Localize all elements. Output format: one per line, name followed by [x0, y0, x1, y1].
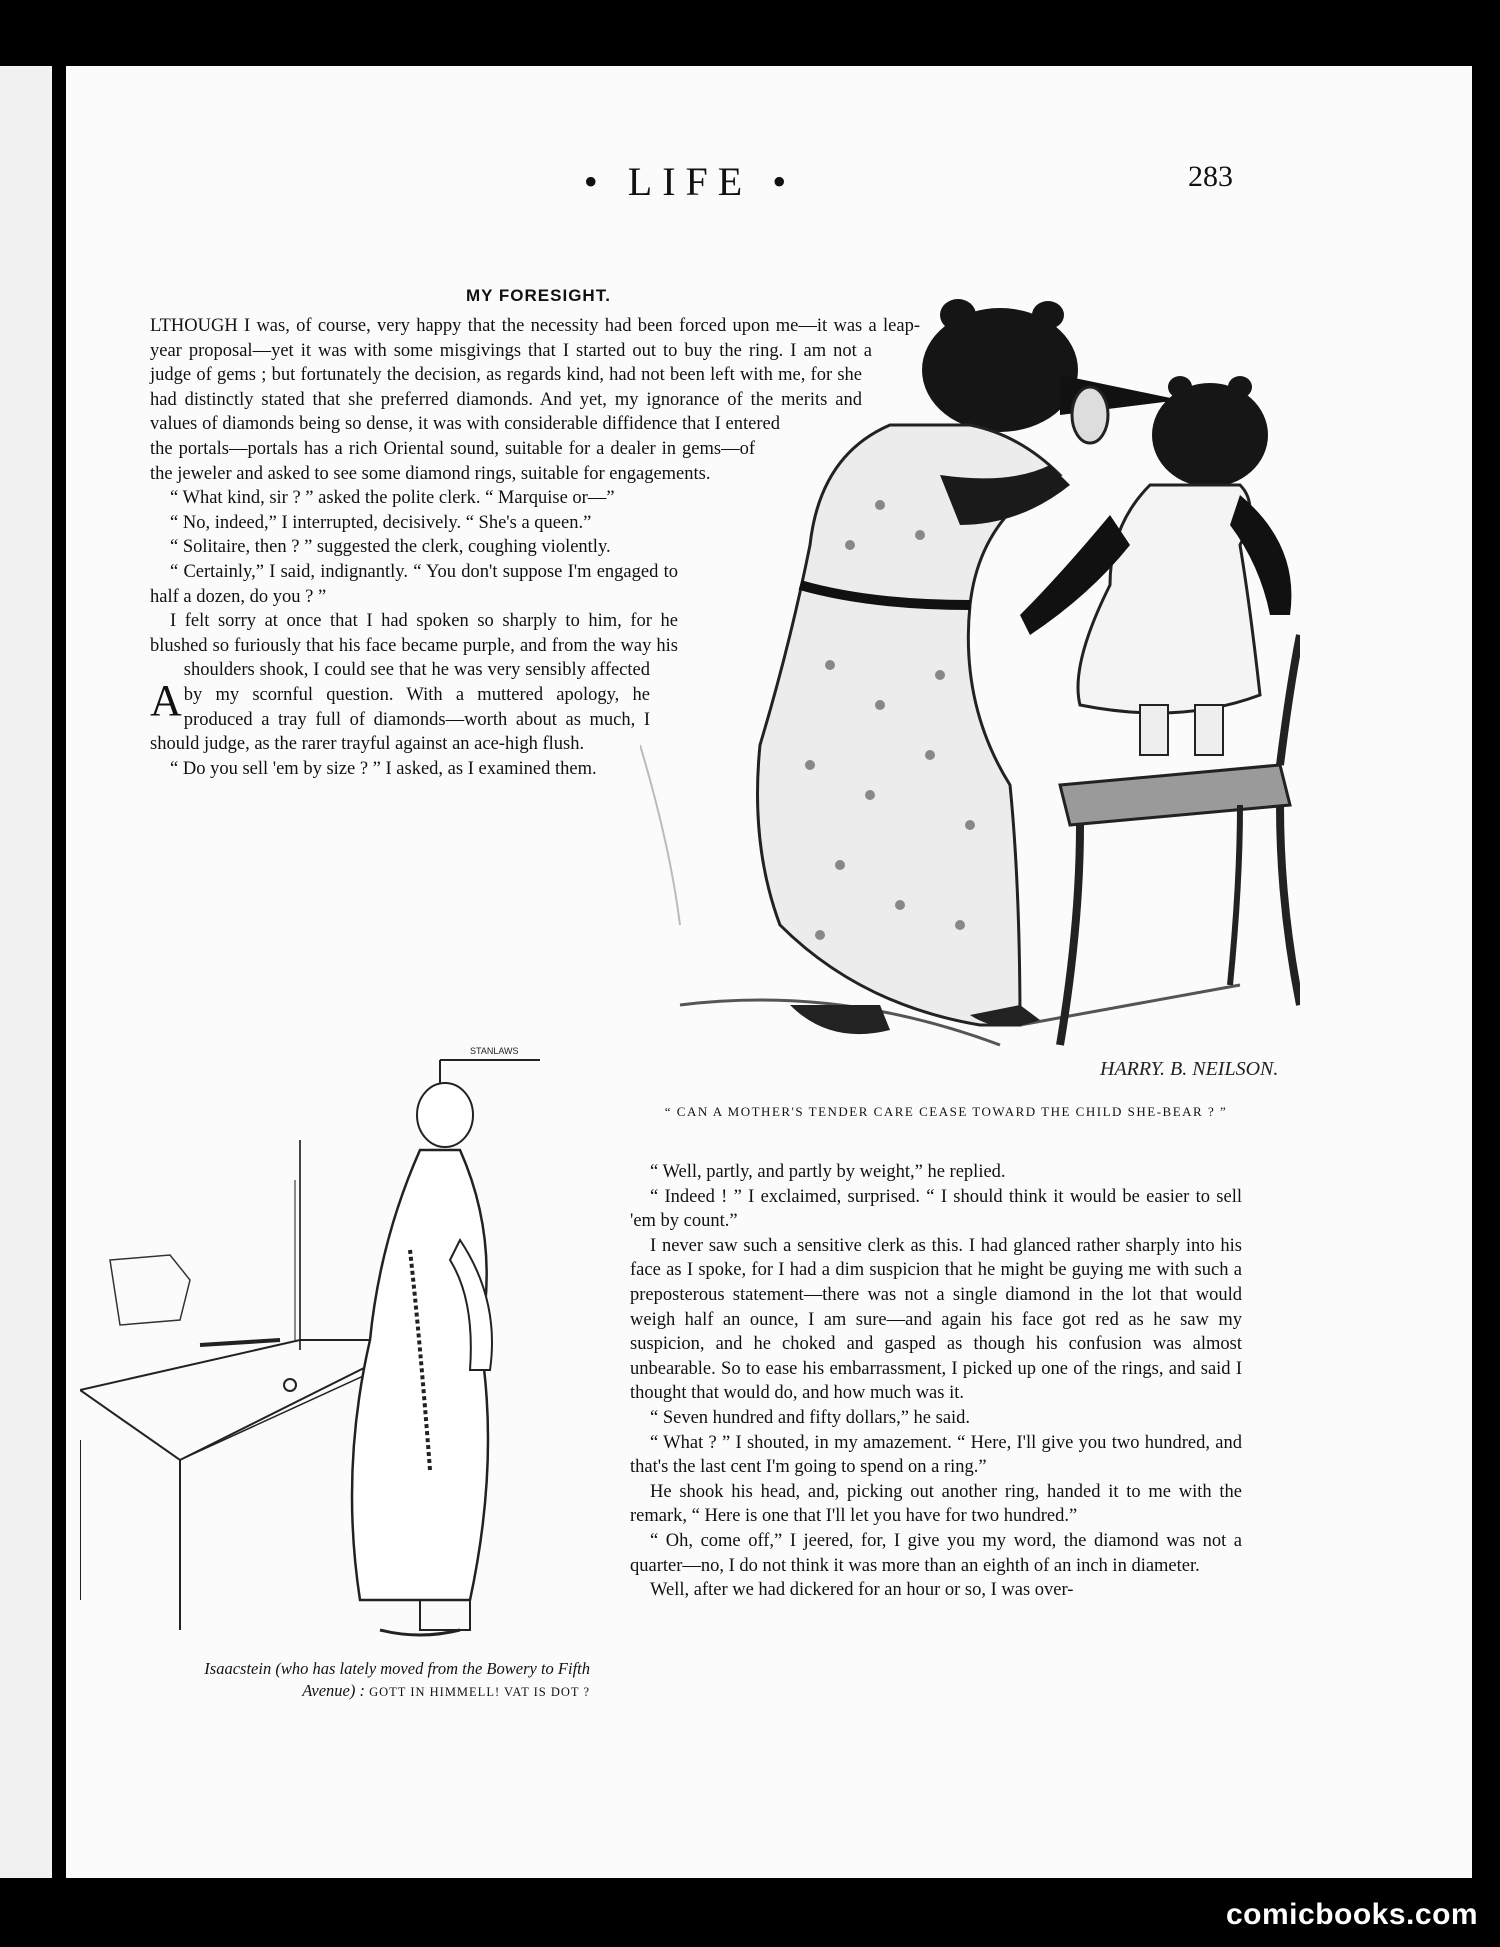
article-body-bottom: [630, 1160, 1242, 1603]
paragraph: Well, after we had dickered for an hour or so, I was over-: [650, 1580, 1074, 1601]
paragraph: “ Solitaire, then ? ” suggested the clerk, coughing violently.: [170, 537, 611, 558]
paragraph: I never saw such a sensitive clerk as this. I had glanced rather sharply into his face as I spoke, for I had a dim suspicion that he might be guying me with such a preposterous statement—there was not a single diamond in the lot that would weigh half an ounce, I am sure—and again his face got red as he saw my suspicion, and he choked and gasped as though his confusion was almost unbearable. So to ease his embarrassment, I picked up one of the rings, and said I thought that would do, and how much was it.: [630, 1235, 1242, 1404]
bear-illustration: [640, 285, 1300, 1085]
page-number: 283: [1188, 160, 1233, 193]
paragraph: “ Certainly,” I said, indignantly. “ You don't suppose I'm engaged to half a dozen, do you ? ”: [150, 561, 678, 607]
bathtub-illustration-caption: [150, 1658, 590, 1703]
paragraph: “ What ? ” I shouted, in my amazement. “ Here, I'll give you two hundred, and that's the last cent I'm going to spend on a ring.”: [630, 1432, 1242, 1478]
paragraph: A LTHOUGH I was, of course, very happy that the necessity had been forced upon me—it was a leap-year proposal—yet it was with some misgivings that I started out to buy the ring. I am not a judge of gems ; but fortunately the decision, as regards kind, had not been left with me, for she had distinctly stated that she preferred diamonds. And yet, my ignorance of the merits and values of diamonds being so dense, it was with considerable diffidence that I entered the portals—portals has a rich Oriental sound, suitable for a dealer in gems—of the jeweler and asked to see some diamond rings, suitable for engagements.: [150, 316, 920, 725]
caption-quote: GOTT IN HIMMELL! VAT IS DOT ?: [369, 1685, 590, 1699]
paragraph: He shook his head, and, picking out another ring, handed it to me with the remark, “ Here is one that I'll let you have for two hundred.”: [630, 1481, 1242, 1527]
article-title: MY FORESIGHT.: [466, 286, 611, 305]
paragraph: “ Seven hundred and fifty dollars,” he said.: [650, 1407, 971, 1428]
bathtub-illustration-signature: STANLAWS: [470, 1046, 519, 1056]
caption-speaker: Isaacstein (who has lately moved from the Bowery to Fifth Avenue) :: [204, 1659, 590, 1700]
paragraph: “ No, indeed,” I interrupted, decisively. “ She's a queen.”: [170, 512, 592, 533]
bear-illustration-caption: “ CAN A MOTHER'S TENDER CARE CEASE TOWARD THE CHILD SHE-BEAR ? ”: [664, 1104, 1228, 1119]
drop-cap: A: [150, 676, 182, 725]
paragraph: “ Oh, come off,” I jeered, for, I give you my word, the diamond was not a quarter—no, I do not think it was more than an eighth of an inch in diameter.: [630, 1530, 1242, 1576]
watermark: comicbooks.com: [1226, 1898, 1479, 1931]
bathtub-illustration: [80, 1040, 660, 1650]
paragraph: “ Do you sell 'em by size ? ” I asked, as I examined them.: [170, 758, 597, 779]
paragraph: “ Well, partly, and partly by weight,” he replied.: [650, 1162, 1006, 1182]
paragraph: “ What kind, sir ? ” asked the polite clerk. “ Marquise or—”: [170, 488, 615, 509]
previous-page-edge: [0, 66, 52, 1878]
paragraph: “ Indeed ! ” I exclaimed, surprised. “ I should think it would be easier to sell 'em by count.”: [630, 1186, 1242, 1232]
paragraph: I felt sorry at once that I had spoken so sharply to him, for he blushed so furiously that his face became purple, and from the way his shoulders shook, I could see that he was very sensibly affected by my scornful question. With a muttered apology, he produced a tray full of diamonds—worth about as much, I should judge, as the rarer trayful against an ace-high flush.: [150, 611, 678, 755]
magazine-title: • LIFE •: [583, 159, 797, 204]
bear-illustration-signature: HARRY. B. NEILSON.: [1100, 1058, 1279, 1080]
